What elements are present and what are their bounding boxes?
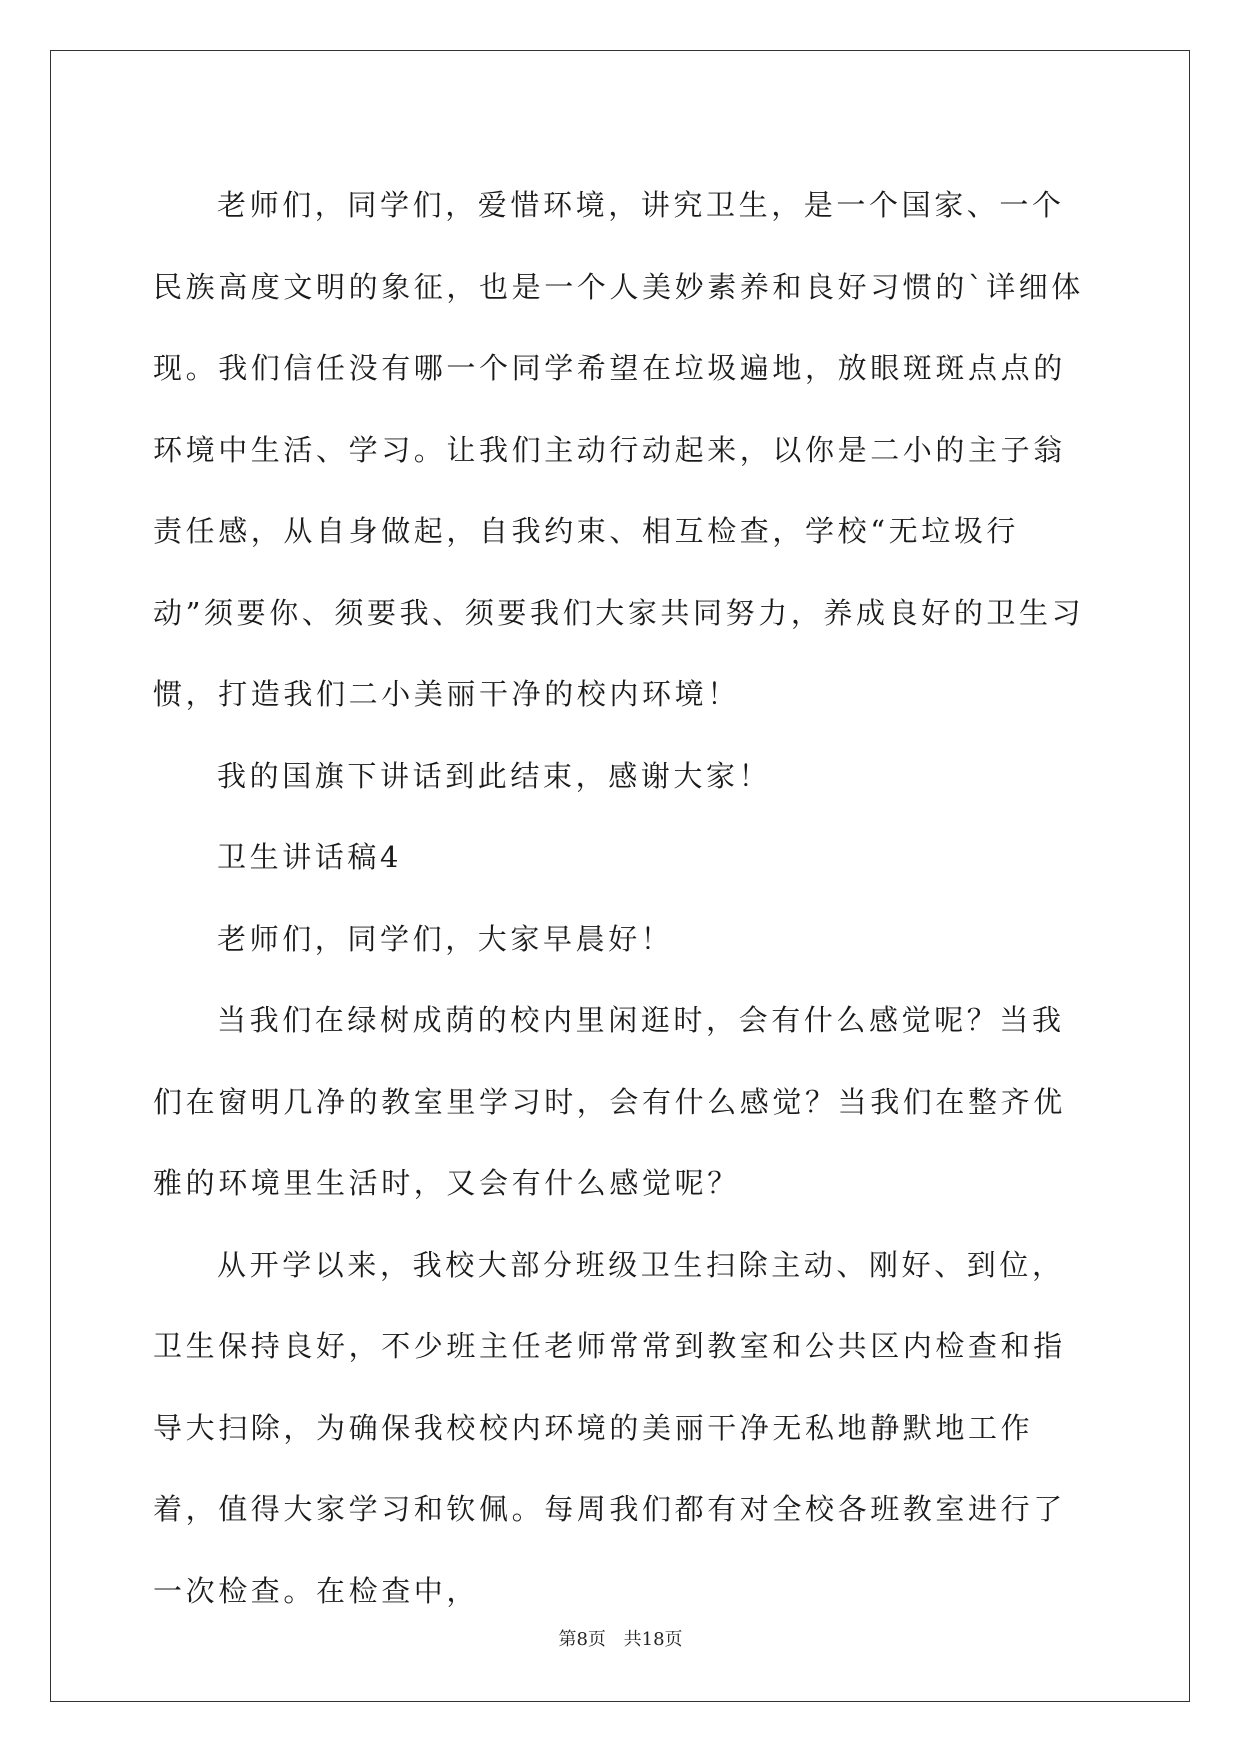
- paragraph: 老师们，同学们，大家早晨好！: [217, 921, 674, 956]
- paragraph: 当我们在绿树成荫的校内里闲逛时，会有什么感觉呢？当我们在窗明几净的教室里学习时，会有什么感觉？当我们在整齐优雅的环境里生活时，又会有什么感觉呢？: [153, 1003, 1066, 1200]
- section-heading: 卫生讲话稿4: [217, 840, 403, 874]
- document-body: [153, 165, 1093, 1632]
- paragraph: 从开学以来，我校大部分班级卫生扫除主动、刚好、到位，卫生保持良好，不少班主任老师常常到教室和公共区内检查和指导大扫除，为确保我校校内环境的美丽干净无私地静默地工作着，值得大家学习和钦佩。每周我们都有对全校各班教室进行了一次检查。在检查中，: [153, 1247, 1066, 1608]
- page-number: 第8页: [558, 1629, 606, 1650]
- page-footer: [0, 1625, 1241, 1651]
- paragraph: 老师们，同学们，爱惜环境，讲究卫生，是一个国家、一个民族高度文明的象征，也是一个人美妙素养和良好习惯的`详细体现。我们信任没有哪一个同学希望在垃圾遍地，放眼斑斑点点的环境中生活、学习。让我们主动行动起来，以你是二小的主子翁责任感，从自身做起，自我约束、相互检查，学校“无垃圾行动”须要你、须要我、须要我们大家共同努力，养成良好的卫生习惯，打造我们二小美丽干净的校内环境！: [153, 188, 1085, 711]
- paragraph: 我的国旗下讲话到此结束，感谢大家！: [217, 758, 772, 793]
- page-total: 共18页: [623, 1629, 683, 1650]
